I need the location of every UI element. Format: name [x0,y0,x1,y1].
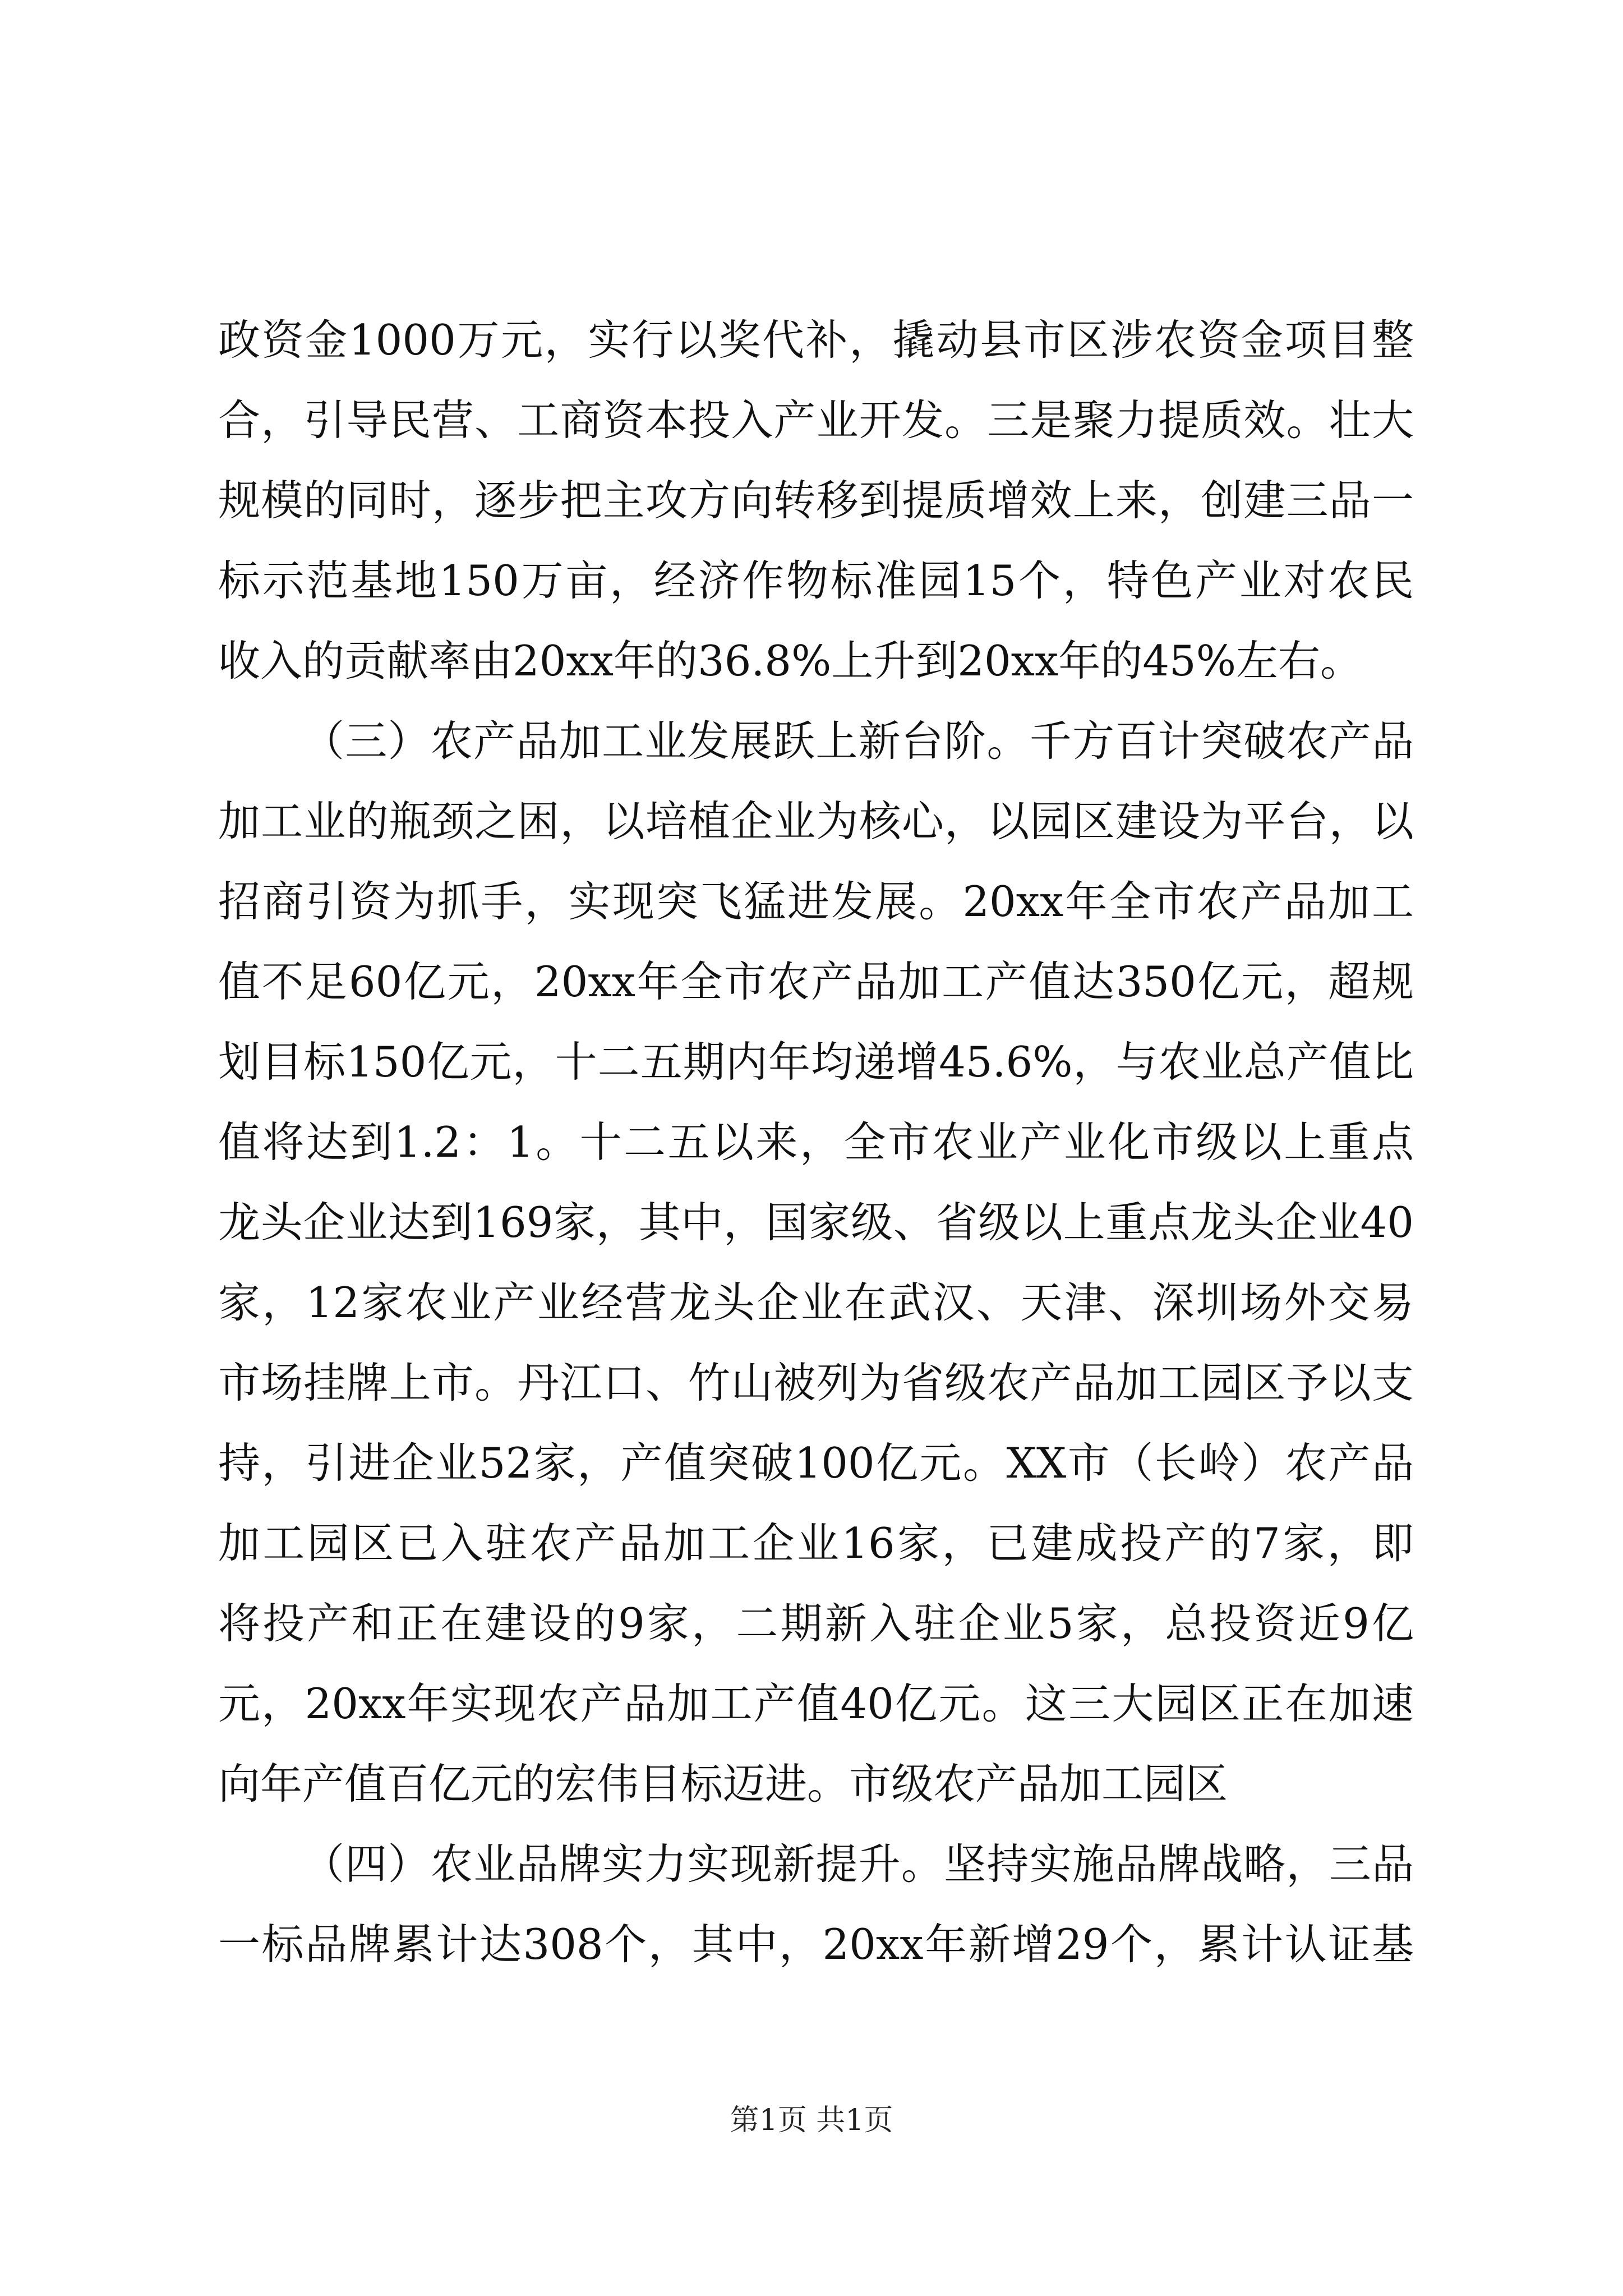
text-line: 规模的同时，逐步把主攻方向转移到提质增效上来，创建三品一 [218,476,1414,525]
text-line: 加工园区已入驻农产品加工企业16家，已建成投产的7家，即 [218,1519,1414,1568]
paragraph-heading-line: （四）农业品牌实力实现新提升。坚持实施品牌战略，三品 [302,1839,1414,1889]
text-line: 政资金1000万元，实行以奖代补，撬动县市区涉农资金项目整 [218,315,1414,365]
text-line: 值不足60亿元，20xx年全市农产品加工产值达350亿元，超规 [218,957,1414,1006]
text-line: 收入的贡献率由20xx年的36.8%上升到20xx年的45%左右。 [218,636,1363,685]
document-body [218,300,1414,1985]
text-line: 划目标150亿元，十二五期内年均递增45.6%，与农业总产值比 [218,1037,1414,1087]
text-line: 元，20xx年实现农产品加工产值40亿元。这三大园区正在加速 [218,1679,1414,1728]
text-line: 标示范基地150万亩，经济作物标准园15个，特色产业对农民 [218,556,1414,605]
text-line: 招商引资为抓手，实现突飞猛进发展。20xx年全市农产品加工 [218,877,1414,926]
text-line: 家，12家农业产业经营龙头企业在武汉、天津、深圳场外交易 [218,1278,1414,1327]
paragraph-heading-line: （三）农产品加工业发展跃上新台阶。千方百计突破农产品 [302,716,1414,766]
text-line: 合，引导民营、工商资本投入产业开发。三是聚力提质效。壮大 [218,395,1414,445]
text-line: 将投产和正在建设的9家，二期新入驻企业5家，总投资近9亿 [218,1599,1414,1648]
text-line: 龙头企业达到169家，其中，国家级、省级以上重点龙头企业40 [218,1198,1414,1247]
text-line: 市场挂牌上市。丹江口、竹山被列为省级农产品加工园区予以支 [218,1358,1414,1407]
text-line: 持，引进企业52家，产值突破100亿元。XX市（长岭）农产品 [218,1438,1414,1488]
text-line: 加工业的瓶颈之困，以培植企业为核心，以园区建设为平台，以 [218,797,1414,846]
text-line: 一标品牌累计达308个，其中，20xx年新增29个，累计认证基 [218,1920,1414,1969]
text-line: 值将达到1.2：1。十二五以来，全市农业产业化市级以上重点 [218,1117,1414,1167]
text-line: 向年产值百亿元的宏伟目标迈进。市级农产品加工园区 [218,1759,1228,1809]
page-footer: 第1页 共1页 [730,2104,893,2137]
